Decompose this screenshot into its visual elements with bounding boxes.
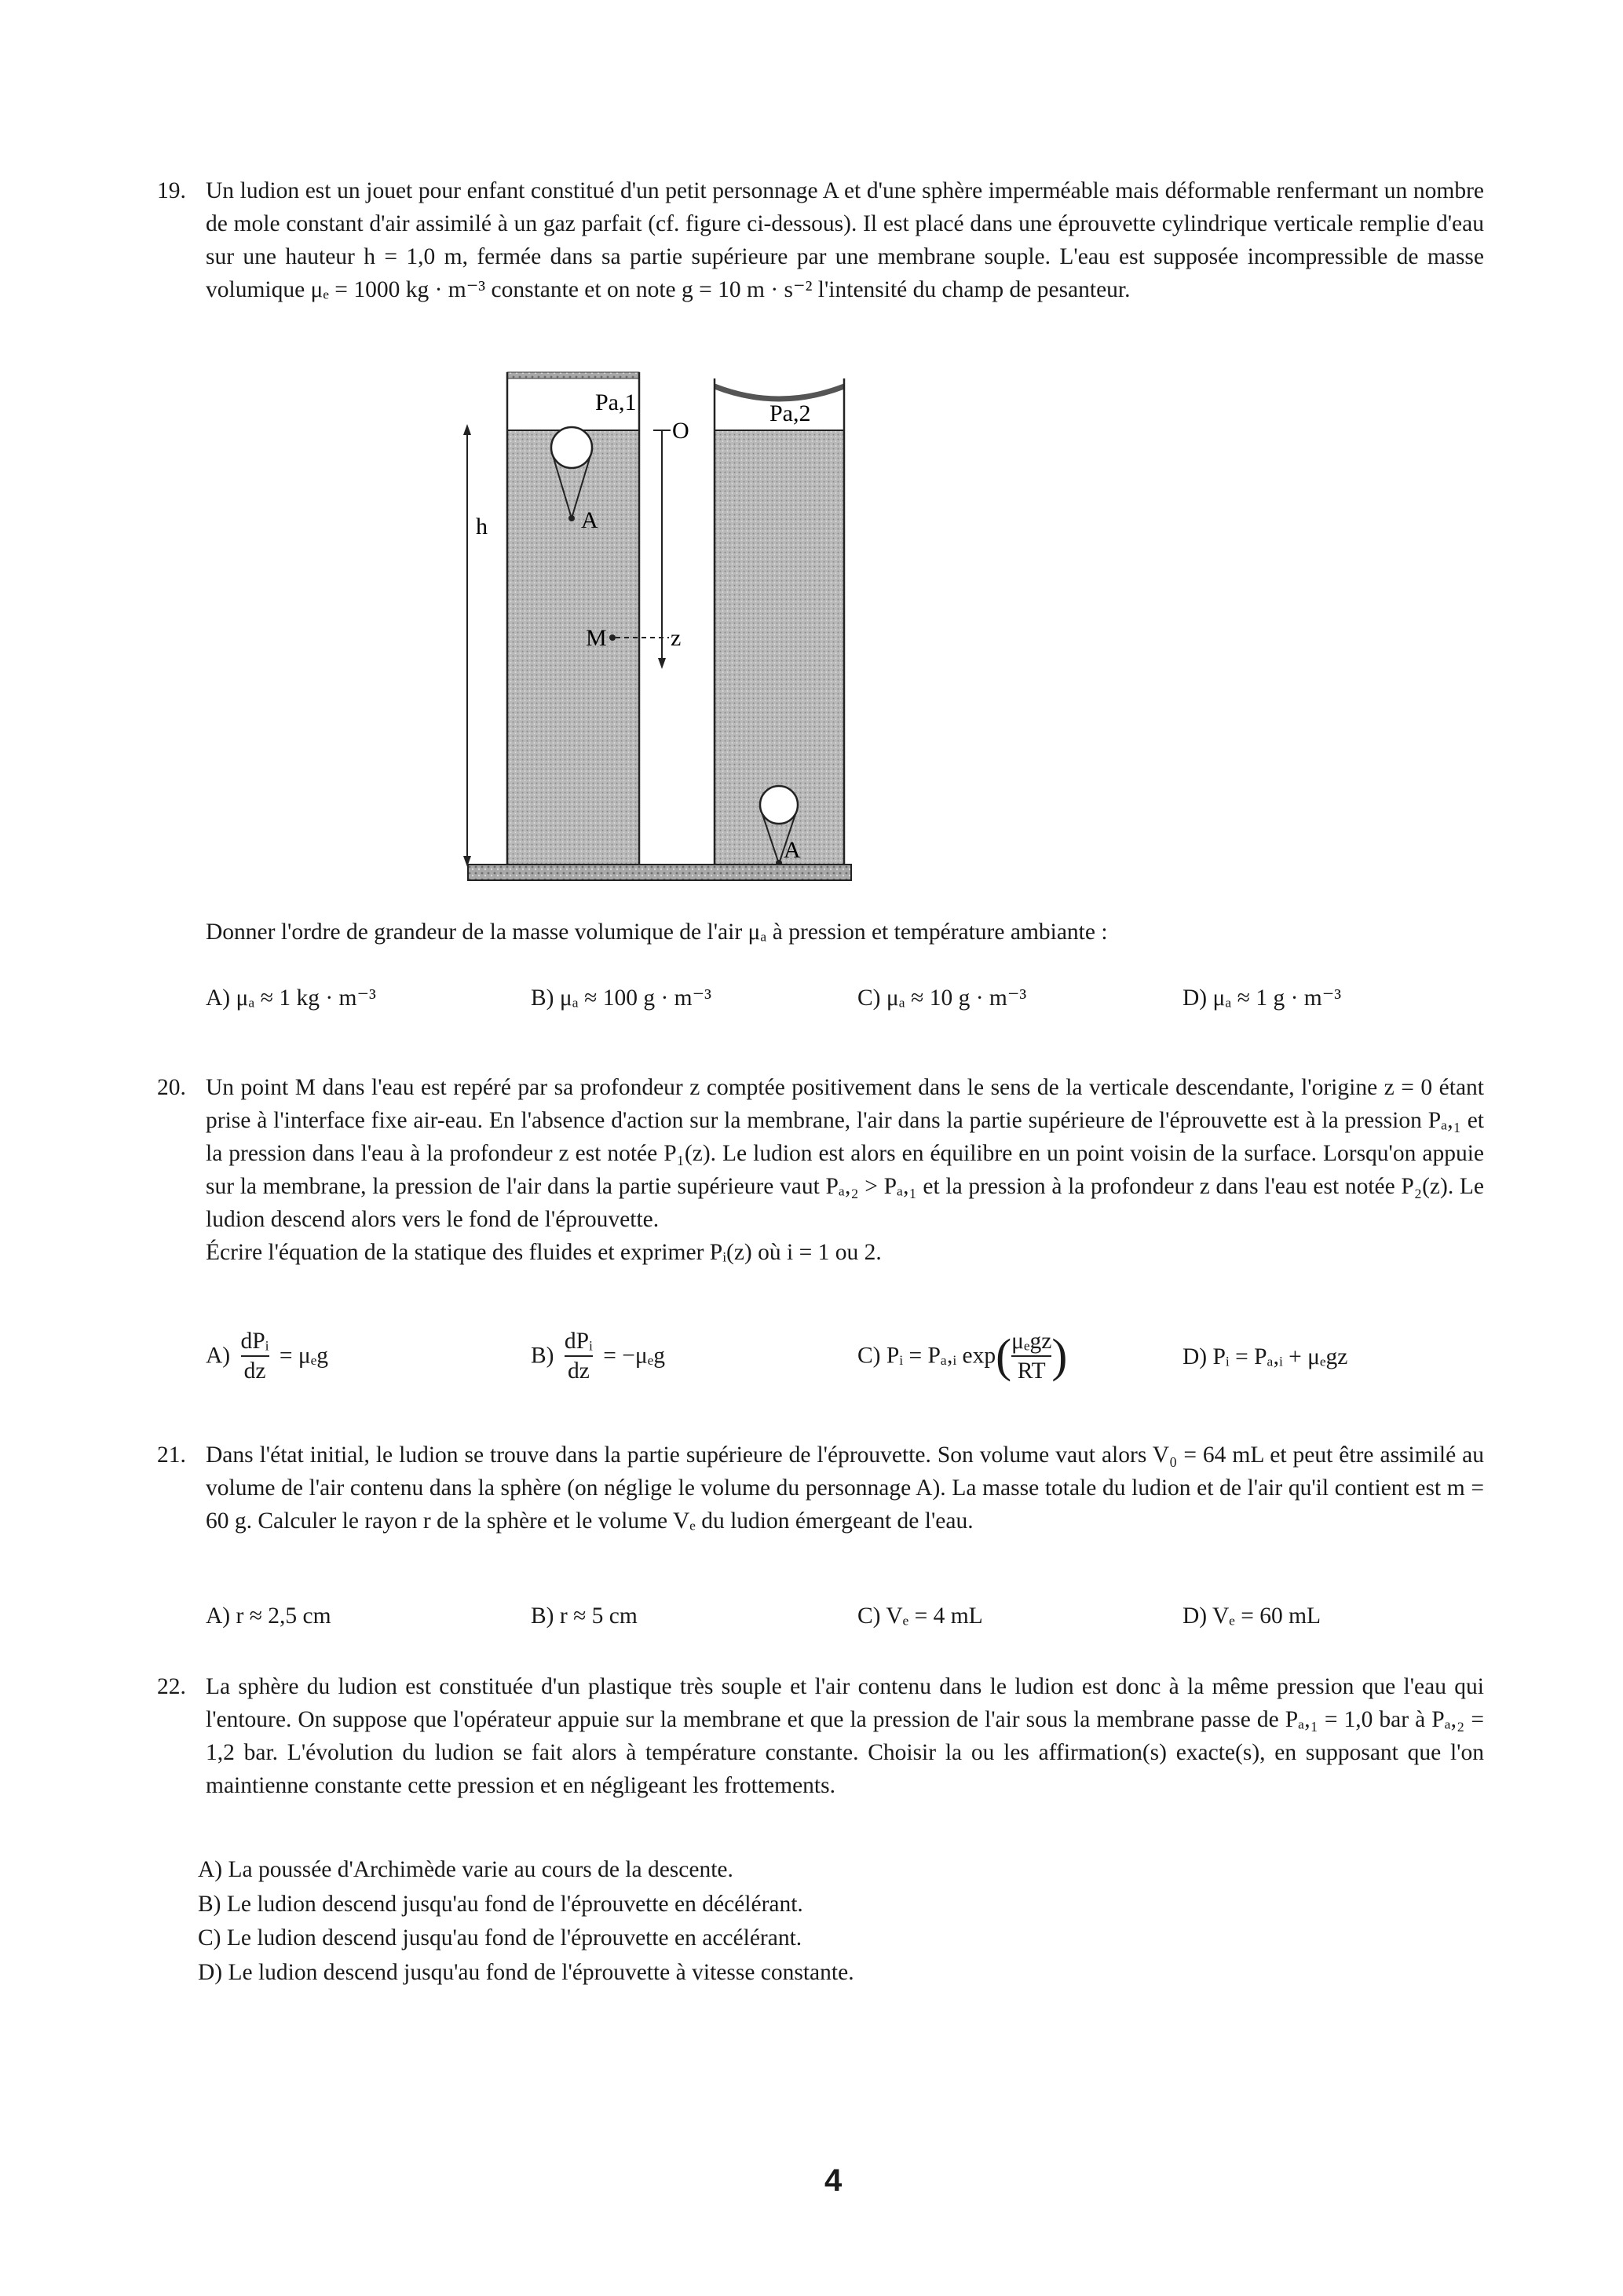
numerator: μₑgz	[1011, 1327, 1051, 1357]
option-a[interactable]: A) μₐ ≈ 1 kg · m⁻³	[206, 985, 376, 1011]
option-c[interactable]: C) Le ludion descend jusqu'au fond de l'éprouvette en accélérant.	[198, 1925, 802, 1951]
option-c[interactable]: C) μₐ ≈ 10 g · m⁻³	[857, 985, 1027, 1011]
right-pressure-label: Pa,2	[769, 400, 811, 426]
person-a-right-label: A	[784, 837, 801, 863]
question-text: Un ludion est un jouet pour enfant constitué d'un petit personnage A et d'une sphère imperméable mais déformable renfermant un nombre de mole constant d'air assimilé à un gaz parfait (cf. figure ci-dessous). Il est placé dans une éprouvette cylindrique verticale remplie d'eau sur une hauteur h = 1,0 m, fermée dans sa partie supérieure par une membrane souple. L'eau est supposée incompressible de masse volumique μₑ = 1000 kg · m⁻³ constante et on note g = 10 m · s⁻² l'intensité du champ de pesanteur.	[206, 178, 1484, 302]
option-b[interactable]: B) r ≈ 5 cm	[531, 1603, 638, 1629]
option-b[interactable]	[531, 1327, 665, 1385]
left-pressure-label: Pa,1	[595, 389, 637, 415]
option-a-label: A)	[206, 1343, 231, 1369]
base-plate	[468, 865, 851, 880]
question-19-options	[206, 984, 1486, 1023]
fraction	[1011, 1327, 1051, 1385]
option-b[interactable]: B) μₐ ≈ 100 g · m⁻³	[531, 985, 712, 1011]
option-c-label: C) Pᵢ = Pₐ,ᵢ exp	[857, 1343, 996, 1369]
question-text: La sphère du ludion est constituée d'un plastique très souple et l'air contenu dans le ludion est donc à la même pression que l'eau qui l'entoure. On suppose que l'opérateur appuie sur la membrane et que la pression de l'air sous la membrane passe de Pₐ,₁ = 1,0 bar à Pₐ,₂ = 1,2 bar. L'évolution du ludion se fait alors à température constante. Choisir la ou les affirmation(s) exacte(s), en supposant que l'on maintienne constante cette pression et en négligeant les frottements.	[206, 1674, 1484, 1798]
option-a-rhs: = μₑg	[279, 1343, 329, 1369]
numerator: dPᵢ	[241, 1327, 269, 1357]
option-d[interactable]: D) Le ludion descend jusqu'au fond de l'éprouvette à vitesse constante.	[198, 1959, 854, 1985]
option-b-rhs: = −μₑg	[603, 1343, 666, 1369]
fraction	[241, 1327, 269, 1385]
question-20	[157, 1071, 1484, 1269]
height-label: h	[476, 514, 488, 539]
point-m-label: M	[586, 625, 607, 651]
question-21	[157, 1439, 1484, 1537]
option-c[interactable]: C) Pᵢ = Pₐ,ᵢ exp( $\frac{\text{μₑgz}}{RT}$ )	[857, 1329, 1068, 1384]
prompt-text: Donner l'ordre de grandeur de la masse volumique de l'air μₐ à pression et température ambiante :	[206, 919, 1108, 945]
ludion-figure	[455, 363, 1178, 889]
denominator: dz	[243, 1358, 266, 1384]
origin-label: O	[672, 418, 689, 444]
question-number: 21.	[157, 1442, 186, 1468]
option-b[interactable]: B) Le ludion descend jusqu'au fond de l'éprouvette en décélérant.	[198, 1891, 803, 1917]
fraction	[565, 1327, 593, 1385]
page-number: 4	[824, 2163, 843, 2198]
z-label: z	[671, 625, 682, 651]
question-21-options	[206, 1603, 1486, 1643]
question-text: Un point M dans l'eau est repéré par sa profondeur z comptée positivement dans le sens de la verticale descendante, l'origine z = 0 étant prise à l'interface fixe air-eau. En l'absence d'action sur la membrane, l'air dans la partie supérieure de l'éprouvette est à la pression Pₐ,₁ et la pression dans l'eau à la profondeur z est notée P₁(z). Le ludion est alors en équilibre en un point voisin de la surface. Lorsqu'on appuie sur la membrane, la pression de l'air dans la partie supérieure vaut Pₐ,₂ > Pₐ,₁ et la pression à la profondeur z dans l'eau est notée P₂(z). Le ludion descend alors vers le fond de l'éprouvette.	[206, 1075, 1484, 1232]
question-19-prompt	[157, 916, 1484, 949]
option-a[interactable]: A) La poussée d'Archimède varie au cours de la descente.	[198, 1857, 733, 1882]
question-number: 19.	[157, 178, 186, 203]
option-d[interactable]: D) μₐ ≈ 1 g · m⁻³	[1183, 985, 1342, 1011]
option-d[interactable]: D) Vₑ = 60 mL	[1183, 1603, 1321, 1629]
left-tube	[507, 372, 639, 865]
person-a-left-label: A	[581, 507, 598, 533]
question-number: 20.	[157, 1075, 186, 1100]
option-b-label: B)	[531, 1343, 554, 1369]
point-m-marker	[609, 634, 616, 641]
option-a[interactable]	[206, 1327, 328, 1385]
denominator: RT	[1017, 1358, 1046, 1384]
question-19	[157, 174, 1484, 306]
height-arrow	[463, 424, 471, 867]
question-20-options	[206, 1327, 1486, 1398]
question-22	[157, 1670, 1484, 1802]
option-c[interactable]: C) Vₑ = 4 mL	[857, 1603, 983, 1629]
denominator: dz	[567, 1358, 590, 1384]
question-22-options	[198, 1853, 854, 1990]
question-text-2: Écrire l'équation de la statique des fluides et exprimer Pᵢ(z) où i = 1 ou 2.	[206, 1240, 882, 1265]
question-text: Dans l'état initial, le ludion se trouve dans la partie supérieure de l'éprouvette. Son volume vaut alors V₀ = 64 mL et peut être assimilé au volume de l'air contenu dans la sphère (on néglige le volume du personnage A). La masse totale du ludion et de l'air qu'il contient est m = 60 g. Calculer le rayon r de la sphère et le volume Vₑ du ludion émergeant de l'eau.	[206, 1442, 1484, 1534]
numerator: dPᵢ	[565, 1327, 593, 1357]
right-tube	[715, 378, 844, 866]
option-a[interactable]: A) r ≈ 2,5 cm	[206, 1603, 331, 1629]
option-d[interactable]: D) Pᵢ = Pₐ,ᵢ + μₑgz	[1183, 1344, 1348, 1369]
question-number: 22.	[157, 1674, 186, 1699]
